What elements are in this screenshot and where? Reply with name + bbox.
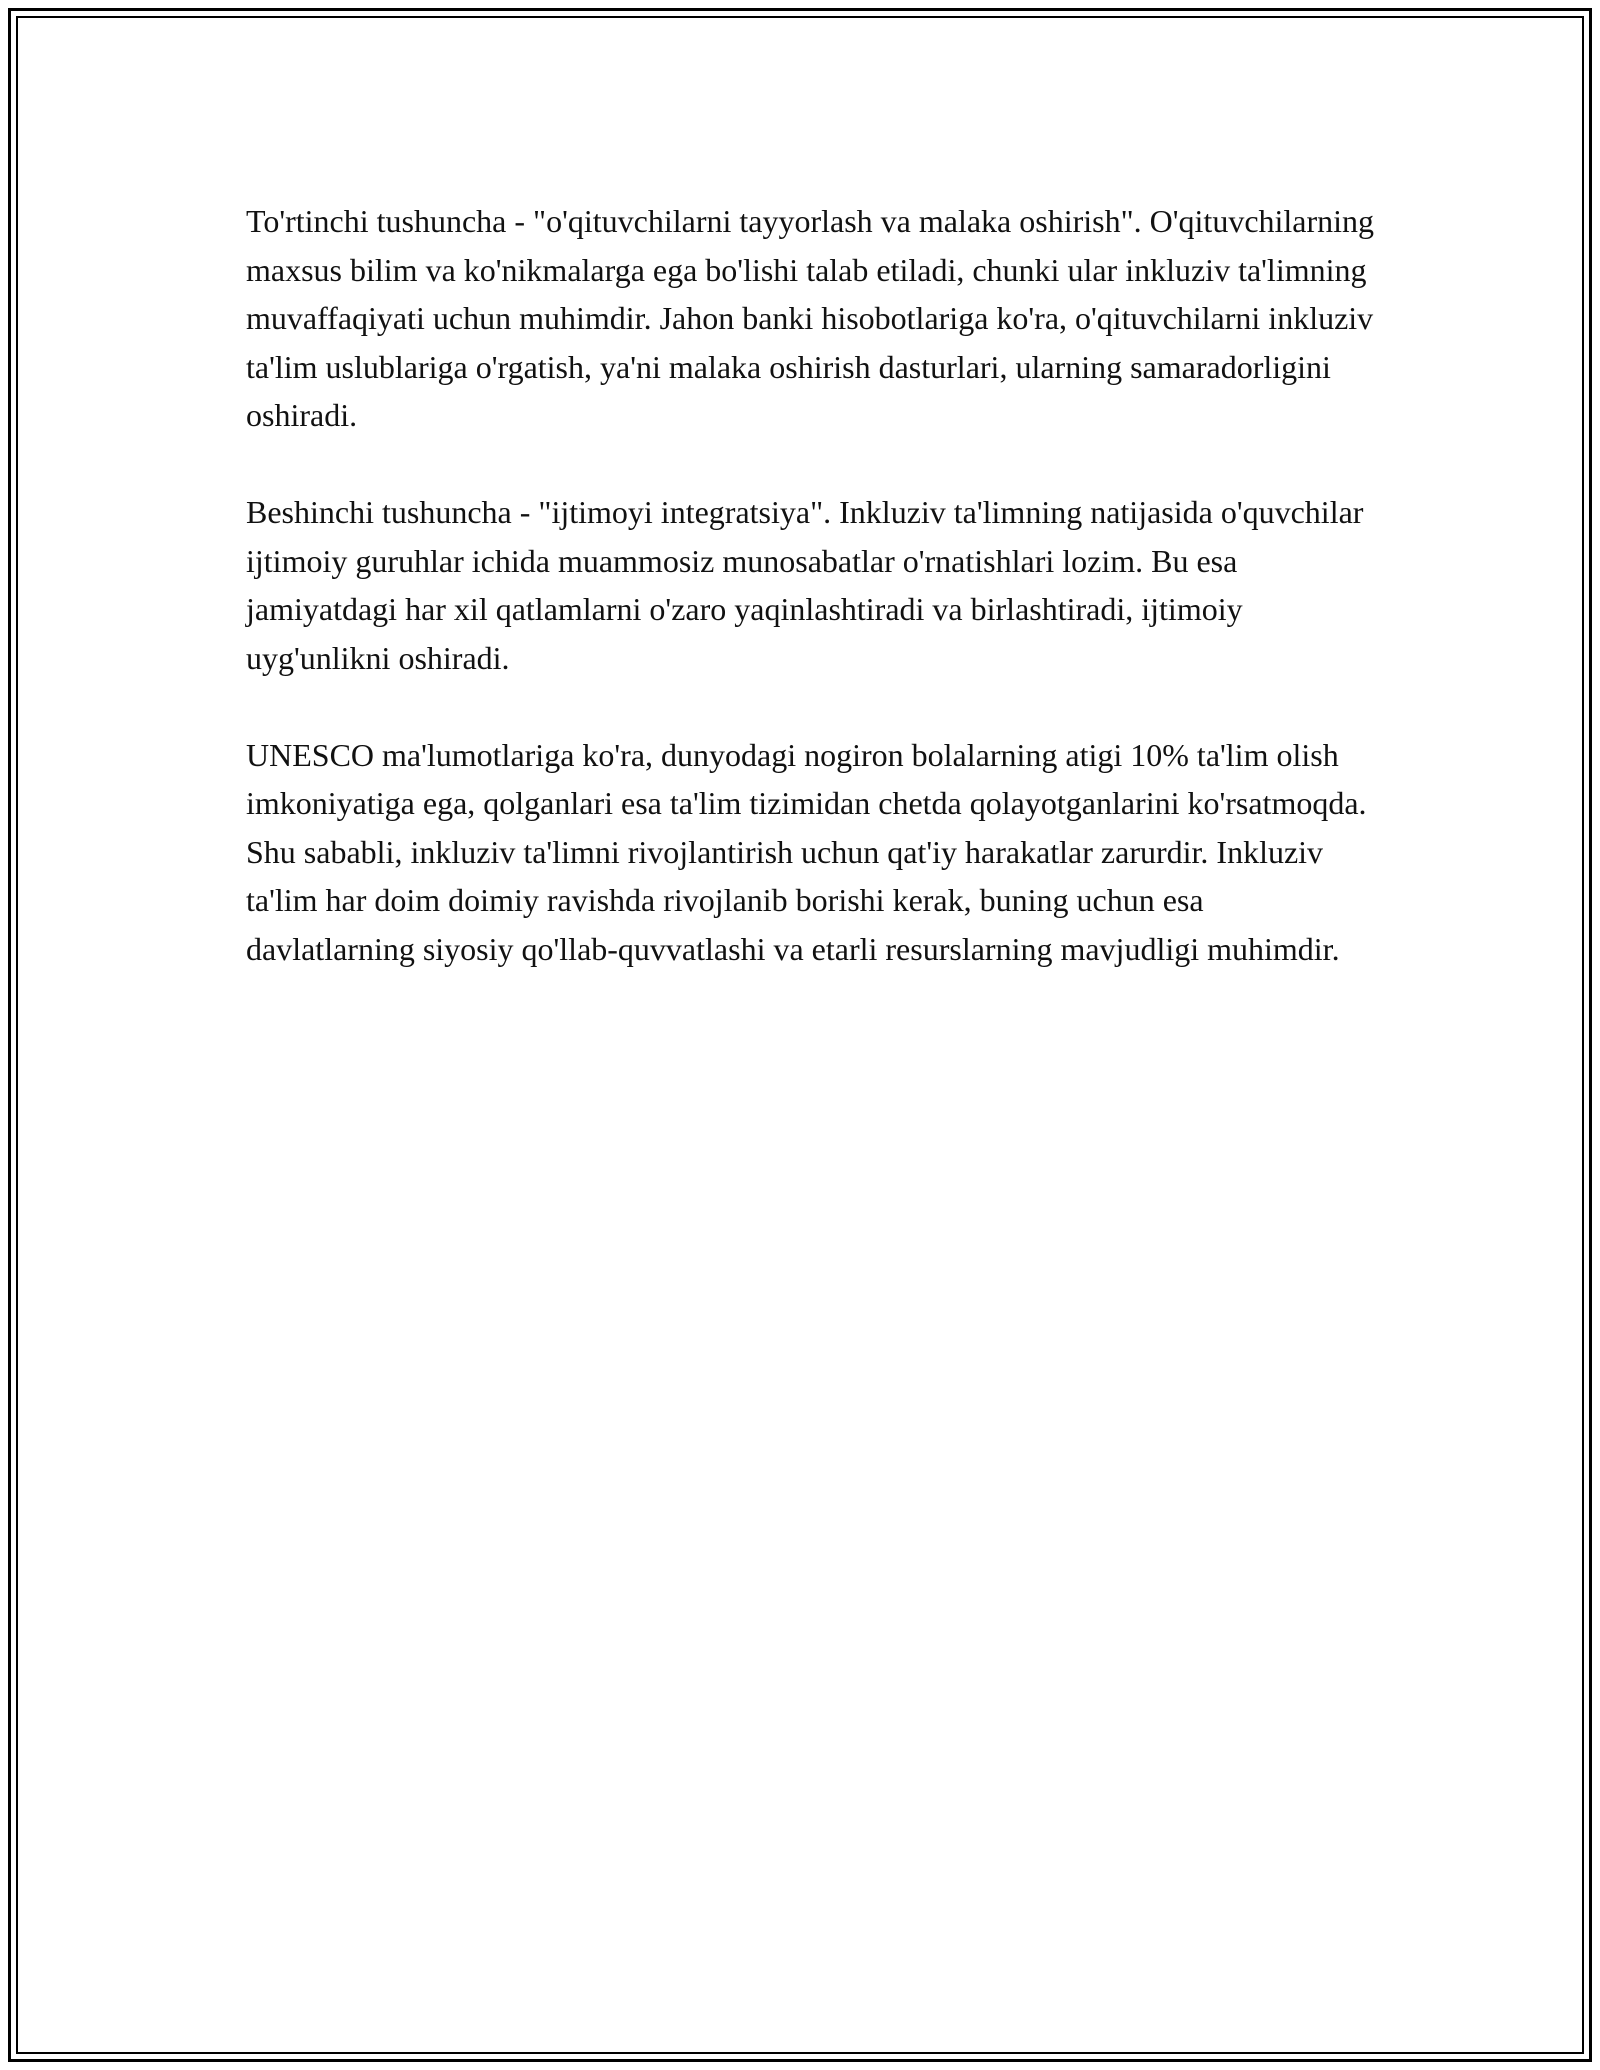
page-frame bbox=[8, 8, 1592, 2062]
document-body bbox=[246, 197, 1376, 1022]
paragraph-teacher-training: To'rtinchi tushuncha - "o'qituvchilarni tayyorlash va malaka oshirish". O'qituvchilarning maxsus bilim va ko'nikmalarga ega bo'lishi talab etiladi, chunki ular inkluziv ta'limning muvaffaqiyati uchun muhimdir. Jahon banki hisobotlariga ko'ra, o'qituvchilarni inkluziv ta'lim uslublariga o'rgatish, ya'ni malaka oshirish dasturlari, ularning samaradorligini oshiradi. bbox=[246, 203, 1375, 433]
paragraph-unesco-statistics: UNESCO ma'lumotlariga ko'ra, dunyodagi nogiron bolalarning atigi 10% ta'lim olish imkoniyatiga ega, qolganlari esa ta'lim tizimidan chetda qolayotganlarini ko'rsatmoqda. Shu sababli, inkluziv ta'limni rivojlantirish uchun qat'iy harakatlar zarurdir. Inkluziv ta'lim har doim doimiy ravishda rivojlanib borishi kerak, buning uchun esa davlatlarning siyosiy qo'llab-quvvatlashi va etarli resurslarning mavjudligi muhimdir. bbox=[246, 736, 1367, 967]
paragraph-social-integration: Beshinchi tushuncha - "ijtimoyi integratsiya". Inkluziv ta'limning natijasida o'quvchilar ijtimoiy guruhlar ichida muammosiz munosabatlar o'rnatishlari lozim. Bu esa jamiyatdagi har xil qatlamlarni o'zaro yaqinlashtiradi va birlashtiradi, ijtimoiy uyg'unlikni oshiradi. bbox=[246, 494, 1364, 676]
